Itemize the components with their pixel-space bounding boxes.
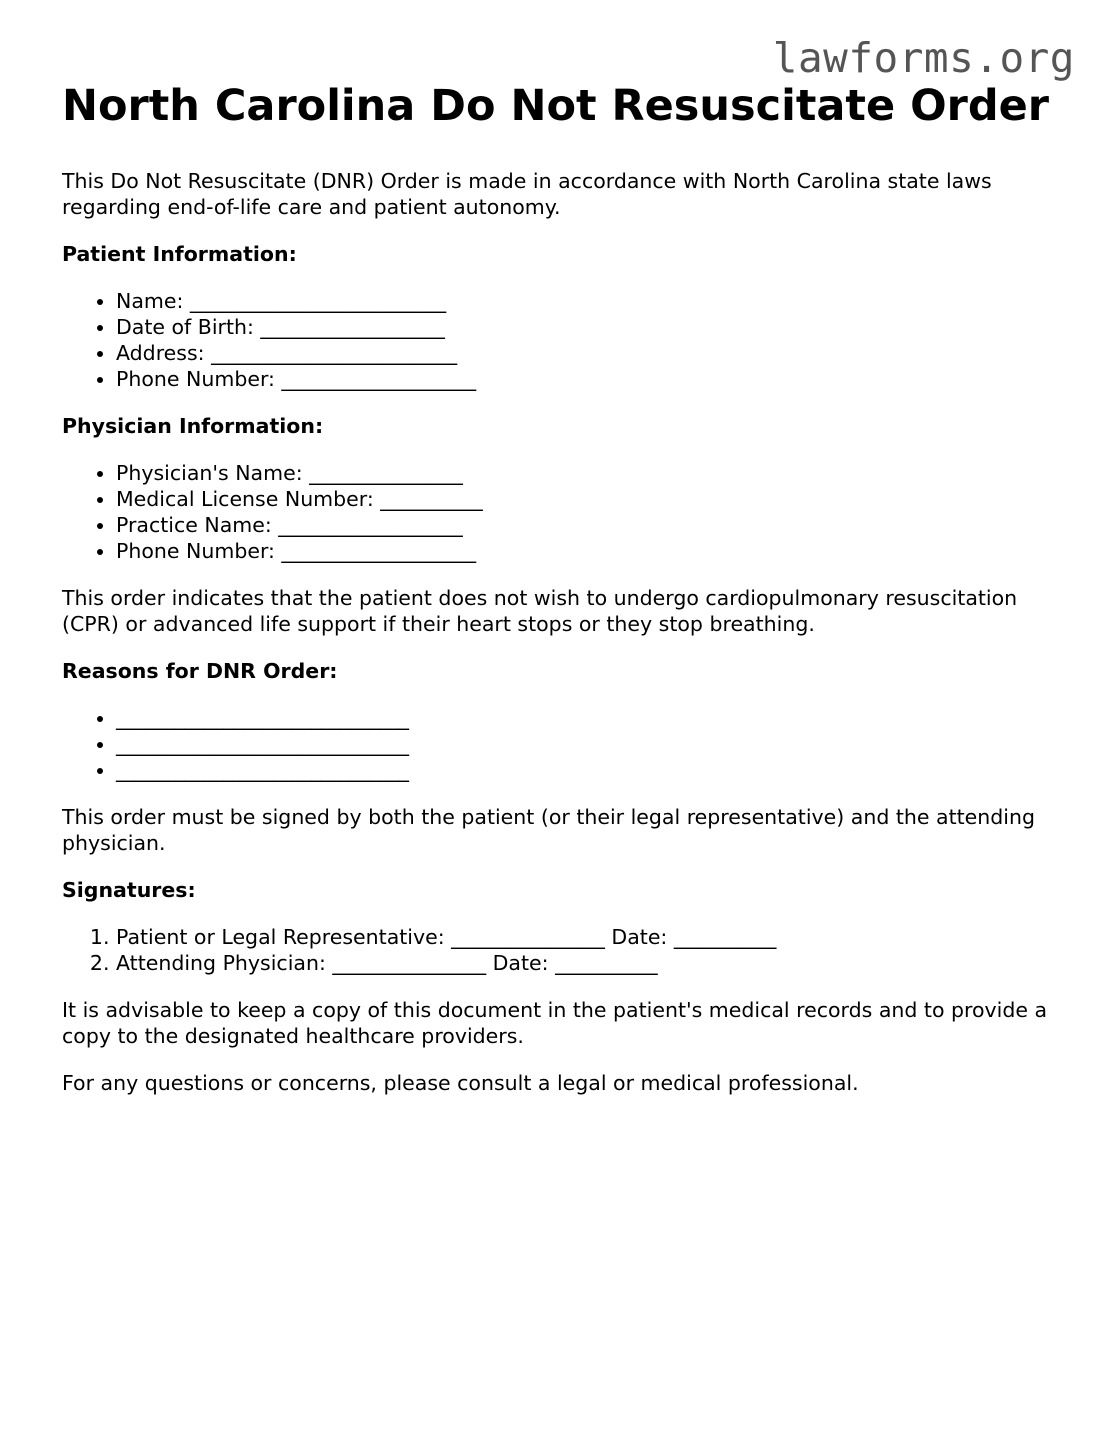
page-title: North Carolina Do Not Resuscitate Order [62, 81, 1050, 131]
site-watermark: lawforms.org [772, 34, 1075, 82]
patient-name-field: • Name: _________________________ [116, 288, 1062, 314]
reason-line: • ______________________________ [116, 731, 1062, 757]
signatures-heading: Signatures: [62, 878, 196, 902]
advice-paragraph: It is advisable to keep a copy of this document in the patient's medical records and to provide a copy to the designated healthcare providers. [62, 998, 1048, 1048]
patient-phone-field: • Phone Number: ___________________ [116, 366, 1062, 392]
physician-info-heading: Physician Information: [62, 414, 324, 438]
reason-line: • ______________________________ [116, 757, 1062, 783]
closing-paragraph: For any questions or concerns, please consult a legal or medical professional. [62, 1071, 859, 1095]
physician-phone-field: • Phone Number: ___________________ [116, 538, 1062, 564]
patient-info-list [62, 288, 1062, 392]
order-statement-paragraph: This order indicates that the patient does not wish to undergo cardiopulmonary resuscitation (CPR) or advanced life support if their heart stops or they stop breathing. [62, 586, 1018, 636]
signing-requirement-paragraph: This order must be signed by both the patient (or their legal representative) and the attending physician. [62, 805, 1035, 855]
patient-info-heading: Patient Information: [62, 242, 297, 266]
document-body [62, 80, 1062, 1117]
physician-practice-field: • Practice Name: __________________ [116, 512, 1062, 538]
patient-address-field: • Address: ________________________ [116, 340, 1062, 366]
reason-line: • ______________________________ [116, 705, 1062, 731]
physician-signature-line: 2. Attending Physician: _______________ Date: __________ [116, 950, 1062, 976]
patient-dob-field: • Date of Birth: __________________ [116, 314, 1062, 340]
reasons-heading: Reasons for DNR Order: [62, 659, 338, 683]
physician-info-list [62, 460, 1062, 564]
signatures-list [62, 924, 1062, 976]
reasons-list [62, 705, 1062, 783]
patient-signature-line: 1. Patient or Legal Representative: _______________ Date: __________ [116, 924, 1062, 950]
physician-license-field: • Medical License Number: __________ [116, 486, 1062, 512]
physician-name-field: • Physician's Name: _______________ [116, 460, 1062, 486]
intro-paragraph: This Do Not Resuscitate (DNR) Order is made in accordance with North Carolina state laws regarding end-of-life care and patient autonomy. [62, 169, 992, 219]
